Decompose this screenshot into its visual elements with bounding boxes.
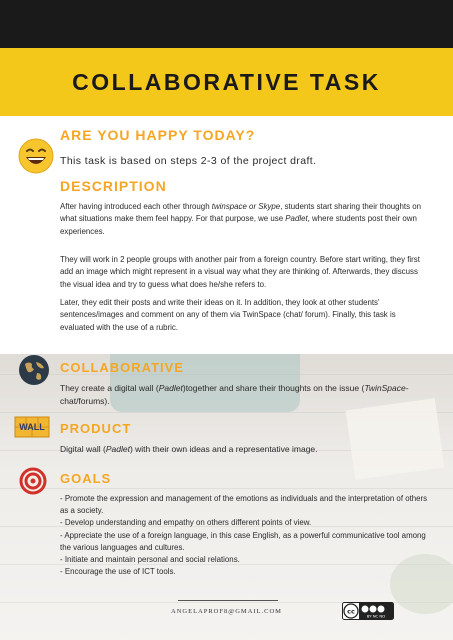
happy-subtitle: This task is based on steps 2-3 of the project draft. (60, 155, 317, 167)
wall-label: WALL (19, 422, 45, 432)
happy-heading: ARE YOU HAPPY TODAY? (60, 127, 256, 143)
wall-icon (14, 413, 50, 441)
goal-item: - Initiate and maintain personal and social relations. (60, 555, 240, 565)
goals-list (60, 493, 432, 578)
collaborative-text: They create a digital wall (Padlet)together and share their thoughts on the issue (TwinSpace- chat/forums). (60, 383, 409, 406)
goal-item: - Promote the expression and management of the emotions as individuals and the interpretation of others as a society. (60, 494, 428, 516)
footer-email: ANGELAPROF8@GMAIL.COM (171, 608, 282, 615)
target-icon (18, 466, 48, 496)
title-banner (0, 48, 453, 116)
smiley-icon (18, 138, 54, 174)
goal-item: - Appreciate the use of a foreign language, in this case English, as a powerful communicative tool among the various languages and cultures. (60, 530, 426, 552)
product-heading: PRODUCT (60, 421, 132, 436)
goal-item: - Develop understanding and empathy on others different points of view. (60, 518, 312, 528)
description-heading: DESCRIPTION (60, 178, 167, 194)
goal-item: - Encourage the use of ICT tools. (60, 567, 176, 577)
cc-license-badge-icon (342, 602, 394, 620)
page-title: COLLABORATIVE TASK (72, 68, 381, 95)
collaborative-heading: COLLABORATIVE (60, 360, 184, 375)
description-paragraph-2: They will work in 2 people groups with another pair from a foreign country. Before start writing, they first add an image which might represent in a visual way what they are thinking of. Afterwards, they discuss the visual idea and try to guess what does he/she refers to. (60, 255, 420, 289)
goals-heading: GOALS (60, 471, 112, 486)
description-paragraph-3: Later, they edit their posts and write their ideas on it. In addition, they look at other students' sentences/images and comment on any of them via TwinSpace (chat/ forum). Finally, this task is evaluated with the use of a rubric. (60, 298, 396, 332)
globe-icon (18, 354, 50, 386)
top-dark-bar (0, 0, 453, 48)
description-paragraph-1: After having introduced each other through twinspace or Skype, students start sharing their thoughts on what situations make them feel happy. For that purpose, we use Padlet, where students post their own experiences. (60, 202, 422, 236)
svg-text:cc: cc (347, 607, 355, 616)
product-text: Digital wall (Padlet) with their own ideas and a representative image. (60, 444, 318, 454)
svg-text:BY NC ND: BY NC ND (366, 613, 386, 619)
footer-divider (178, 600, 278, 601)
